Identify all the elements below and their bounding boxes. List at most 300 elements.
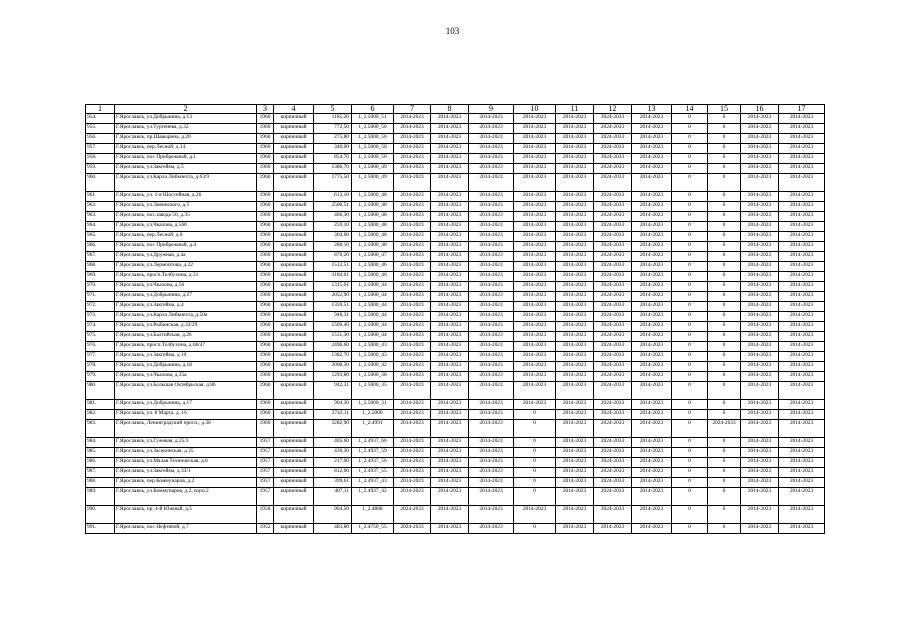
table-cell: 2014-2023 bbox=[779, 242, 825, 252]
table-cell: 2014-2023 bbox=[431, 332, 469, 342]
table-cell: 2014-2023 bbox=[394, 242, 431, 252]
table-cell: 942,31 bbox=[314, 382, 352, 400]
column-header: 10 bbox=[514, 105, 556, 114]
table-row bbox=[86, 242, 825, 252]
table-cell: 0 bbox=[708, 242, 741, 252]
table-cell: 2014-2023 bbox=[556, 212, 594, 222]
table-cell: 2024-2033 bbox=[594, 506, 632, 524]
table-row bbox=[86, 282, 825, 292]
table-cell: 0 bbox=[708, 124, 741, 134]
table-cell: 2014-2023 bbox=[556, 438, 594, 448]
table-cell: 2014-2023 bbox=[556, 144, 594, 154]
table-cell: 2014-2023 bbox=[469, 342, 514, 352]
table-cell: 1_2.5000_44 bbox=[352, 332, 394, 342]
table-cell: 2014-2023 bbox=[514, 134, 556, 144]
table-cell: 2014-2023 bbox=[779, 468, 825, 478]
table-row bbox=[86, 164, 825, 174]
table-cell: 954. bbox=[86, 114, 115, 124]
table-cell: 1_2.5000_43 bbox=[352, 342, 394, 352]
table-row bbox=[86, 488, 825, 506]
table-cell: 1960 bbox=[257, 410, 274, 420]
table-cell: 2024-2033 bbox=[708, 420, 741, 438]
table-cell: кирпичный bbox=[274, 448, 314, 458]
table-cell: 1_2.5000_48 bbox=[352, 192, 394, 202]
table-cell: 2014-2023 bbox=[431, 400, 469, 410]
table-cell: 2024-2033 bbox=[594, 448, 632, 458]
table-cell: кирпичный bbox=[274, 134, 314, 144]
table-cell: 2014-2023 bbox=[556, 312, 594, 322]
table-cell: 2014-2023 bbox=[779, 410, 825, 420]
column-header: 12 bbox=[594, 105, 632, 114]
table-cell: 2014-2023 bbox=[514, 114, 556, 124]
table-cell: 1_2.5000_50 bbox=[352, 134, 394, 144]
table-cell: 2014-2023 bbox=[556, 382, 594, 400]
table-cell: 968. bbox=[86, 262, 115, 272]
table-cell: 2014-2023 bbox=[556, 272, 594, 282]
table-cell: 2014-2023 bbox=[431, 438, 469, 448]
table-cell: 1_2.5000_50 bbox=[352, 144, 394, 154]
table-cell: 2014-2023 bbox=[394, 382, 431, 400]
table-cell: 1382,70 bbox=[314, 352, 352, 362]
table-cell: 0 bbox=[672, 262, 708, 272]
table-cell: 2014-2023 bbox=[741, 232, 779, 242]
table-cell: 2014-2023 bbox=[431, 420, 469, 438]
table-cell: 2014-2023 bbox=[394, 164, 431, 174]
table-cell: 2014-2023 bbox=[556, 124, 594, 134]
table-cell: 2014-2023 bbox=[632, 342, 672, 352]
table-cell: 986. bbox=[86, 458, 115, 468]
table-cell: 2014-2023 bbox=[431, 524, 469, 534]
table-cell: 2014-2023 bbox=[469, 410, 514, 420]
table-cell: 974. bbox=[86, 322, 115, 332]
table-cell: 2014-2023 bbox=[741, 332, 779, 342]
table-cell: 2014-2023 bbox=[632, 134, 672, 144]
table-cell: 0 bbox=[514, 468, 556, 478]
table-cell: 2014-2023 bbox=[431, 134, 469, 144]
table-cell: Г.Ярославль, ул.Дружная, д.4а bbox=[115, 252, 257, 262]
table-cell: 0 bbox=[708, 410, 741, 420]
column-header: 9 bbox=[469, 105, 514, 114]
table-cell: 2024-2033 bbox=[394, 506, 431, 524]
table-cell: 2014-2023 bbox=[394, 322, 431, 332]
table-cell: Г.Ярославль, пос.завода 50, д.35 bbox=[115, 212, 257, 222]
table-cell: 972. bbox=[86, 302, 115, 312]
table-cell: 0 bbox=[672, 342, 708, 352]
table-cell: 2014-2023 bbox=[741, 292, 779, 302]
table-cell: 0 bbox=[672, 232, 708, 242]
table-cell: 1960 bbox=[257, 282, 274, 292]
table-cell: 2014-2023 bbox=[431, 212, 469, 222]
table-cell: 2014-2023 bbox=[632, 372, 672, 382]
table-cell: 1960 bbox=[257, 232, 274, 242]
table-cell: 2014-2023 bbox=[632, 282, 672, 292]
table-cell: 0 bbox=[672, 202, 708, 212]
table-cell: 3282,90 bbox=[314, 420, 352, 438]
column-header: 2 bbox=[115, 105, 257, 114]
table-cell: 2014-2023 bbox=[632, 468, 672, 478]
table-cell: 0 bbox=[672, 302, 708, 312]
table-cell: 991. bbox=[86, 524, 115, 534]
table-cell: 2014-2023 bbox=[469, 400, 514, 410]
table-cell: 2014-2023 bbox=[469, 262, 514, 272]
table-cell: 2014-2023 bbox=[469, 322, 514, 332]
table-cell: 2014-2023 bbox=[632, 438, 672, 448]
table-cell: 2014-2023 bbox=[469, 192, 514, 202]
table-cell: 2014-2023 bbox=[469, 506, 514, 524]
table-cell: 2014-2023 bbox=[394, 202, 431, 212]
table-cell: 0 bbox=[672, 506, 708, 524]
table-cell: 2014-2023 bbox=[469, 292, 514, 302]
table-cell: 2024-2033 bbox=[594, 282, 632, 292]
table-cell: 2024-2033 bbox=[594, 114, 632, 124]
column-header: 15 bbox=[708, 105, 741, 114]
table-cell: 1_2.4937_56 bbox=[352, 458, 394, 468]
table-cell: 0 bbox=[708, 458, 741, 468]
table-cell: 2014-2023 bbox=[779, 458, 825, 468]
table-cell: кирпичный bbox=[274, 232, 314, 242]
table-cell: Г.Ярославль, ул.Закгейма, д.33/1 bbox=[115, 468, 257, 478]
table-cell: 2024-2033 bbox=[594, 262, 632, 272]
table-cell: 2014-2023 bbox=[632, 174, 672, 192]
table-cell: 466,30 bbox=[314, 212, 352, 222]
table-cell: кирпичный bbox=[274, 438, 314, 448]
table-cell: 2014-2023 bbox=[469, 332, 514, 342]
table-cell: 2024-2033 bbox=[594, 400, 632, 410]
header-row bbox=[86, 105, 825, 114]
table-cell: 2014-2023 bbox=[779, 192, 825, 202]
table-cell: 2014-2023 bbox=[469, 448, 514, 458]
table-cell: 2014-2023 bbox=[431, 302, 469, 312]
table-cell: 854,70 bbox=[314, 154, 352, 164]
table-cell: 975. bbox=[86, 332, 115, 342]
table-cell: кирпичный bbox=[274, 322, 314, 332]
table-cell: 2014-2023 bbox=[469, 302, 514, 312]
table-cell: 2496,60 bbox=[314, 342, 352, 352]
table-cell: 966. bbox=[86, 242, 115, 252]
table-cell: 2014-2023 bbox=[779, 362, 825, 372]
table-row bbox=[86, 458, 825, 468]
table-cell: 2024-2033 bbox=[594, 410, 632, 420]
table-cell: 2014-2023 bbox=[779, 252, 825, 262]
table-cell: 436,30 bbox=[314, 448, 352, 458]
table-cell: 1957 bbox=[257, 458, 274, 468]
column-header: 3 bbox=[257, 105, 274, 114]
table-cell: 2014-2023 bbox=[741, 438, 779, 448]
table-row bbox=[86, 302, 825, 312]
table-cell: 2508,51 bbox=[314, 202, 352, 212]
column-header: 8 bbox=[431, 105, 469, 114]
table-cell: 2014-2023 bbox=[431, 458, 469, 468]
table-cell: 976. bbox=[86, 342, 115, 352]
table-cell: 2014-2023 bbox=[514, 124, 556, 134]
table-cell: 0 bbox=[672, 420, 708, 438]
table-cell: 0 bbox=[708, 154, 741, 164]
table-cell: 2014-2023 bbox=[632, 420, 672, 438]
table-cell: 2014-2023 bbox=[779, 292, 825, 302]
table-cell: 0 bbox=[672, 410, 708, 420]
table-cell: 2014-2023 bbox=[779, 488, 825, 506]
table-cell: 982. bbox=[86, 410, 115, 420]
table-cell: кирпичный bbox=[274, 222, 314, 232]
table-cell: 2014-2023 bbox=[741, 262, 779, 272]
table-cell: Г.Ярославль, ул.Закгейма, д.5 bbox=[115, 164, 257, 174]
table-cell: 1960 bbox=[257, 420, 274, 438]
table-cell: 2024-2033 bbox=[594, 468, 632, 478]
table-cell: 2014-2023 bbox=[741, 242, 779, 252]
table-cell: 2014-2023 bbox=[431, 410, 469, 420]
table-row bbox=[86, 124, 825, 134]
table-cell: 2014-2023 bbox=[741, 488, 779, 506]
table-cell: 2014-2023 bbox=[779, 352, 825, 362]
table-row bbox=[86, 410, 825, 420]
table-cell: кирпичный bbox=[274, 488, 314, 506]
table-row bbox=[86, 438, 825, 448]
table-cell: 2014-2023 bbox=[779, 222, 825, 232]
table-cell: кирпичный bbox=[274, 506, 314, 524]
table-cell: кирпичный bbox=[274, 342, 314, 352]
table-cell: 0 bbox=[708, 382, 741, 400]
table-cell: 1960 bbox=[257, 144, 274, 154]
table-cell: кирпичный bbox=[274, 124, 314, 134]
table-cell: 304,60 bbox=[314, 232, 352, 242]
table-cell: 2014-2023 bbox=[779, 448, 825, 458]
table-cell: 2024-2033 bbox=[594, 362, 632, 372]
table-cell: 0 bbox=[672, 114, 708, 124]
table-cell: 2014-2023 bbox=[779, 174, 825, 192]
table-row bbox=[86, 134, 825, 144]
table-cell: 0 bbox=[672, 438, 708, 448]
table-cell: Г.Ярославль, ул. 1-я Шоссейная, д.26 bbox=[115, 192, 257, 202]
table-cell: 0 bbox=[514, 458, 556, 468]
table-cell: 1960 bbox=[257, 272, 274, 282]
table-cell: 989. bbox=[86, 488, 115, 506]
table-cell: 2014-2023 bbox=[514, 362, 556, 372]
table-cell: 1957 bbox=[257, 468, 274, 478]
table-cell: 1_2.4888 bbox=[352, 506, 394, 524]
table-cell: Г.Ярославль, ул.Закгейма, д.10 bbox=[115, 352, 257, 362]
table-cell: 969. bbox=[86, 272, 115, 282]
table-cell: 2014-2023 bbox=[632, 322, 672, 332]
table-cell: 1_2.4937_42 bbox=[352, 488, 394, 506]
table-cell: 2014-2023 bbox=[556, 222, 594, 232]
table-cell: 2014-2023 bbox=[514, 262, 556, 272]
table-cell: 2024-2033 bbox=[394, 524, 431, 534]
table-cell: 1_2.5000_44 bbox=[352, 302, 394, 312]
table-cell: 2014-2023 bbox=[741, 362, 779, 372]
table-row bbox=[86, 272, 825, 282]
table-cell: Г.Ярославль, пер.Лесной, д.8 bbox=[115, 232, 257, 242]
table-cell: 2014-2023 bbox=[431, 478, 469, 488]
table-cell: Г.Ярославль, ул.Чкалова, д.56 bbox=[115, 282, 257, 292]
table-cell: 0 bbox=[708, 144, 741, 154]
table-cell: 0 bbox=[708, 438, 741, 448]
table-cell: 965. bbox=[86, 232, 115, 242]
table-cell: 2014-2023 bbox=[632, 410, 672, 420]
table-cell: 0 bbox=[514, 438, 556, 448]
table-cell: 2024-2033 bbox=[594, 202, 632, 212]
table-cell: 1957 bbox=[257, 488, 274, 506]
table-cell: 985. bbox=[86, 448, 115, 458]
table-cell: 2014-2023 bbox=[394, 400, 431, 410]
table-cell: 2014-2023 bbox=[632, 292, 672, 302]
table-cell: 2014-2023 bbox=[632, 312, 672, 322]
table-cell: 2014-2023 bbox=[741, 372, 779, 382]
table-cell: 483,80 bbox=[314, 524, 352, 534]
table-cell: 2014-2023 bbox=[431, 282, 469, 292]
table-cell: 2014-2023 bbox=[431, 232, 469, 242]
table-cell: 1_2.5000_49 bbox=[352, 164, 394, 174]
table-row bbox=[86, 468, 825, 478]
table-cell: 2014-2023 bbox=[431, 114, 469, 124]
table-cell: 0 bbox=[672, 272, 708, 282]
table-cell: кирпичный bbox=[274, 212, 314, 222]
table-cell: 2014-2023 bbox=[514, 164, 556, 174]
table-cell: 2014-2023 bbox=[632, 478, 672, 488]
column-header: 4 bbox=[274, 105, 314, 114]
table-cell: 0 bbox=[708, 362, 741, 372]
table-cell: 407,11 bbox=[314, 488, 352, 506]
table-cell: 1_2.5000_51 bbox=[352, 114, 394, 124]
table-cell: 2014-2023 bbox=[431, 154, 469, 164]
column-header: 1 bbox=[86, 105, 115, 114]
table-cell: 2014-2023 bbox=[431, 192, 469, 202]
table-row bbox=[86, 506, 825, 524]
table-cell: Г.Ярославль, ул.Добрынина, д.13 bbox=[115, 114, 257, 124]
table-cell: 2014-2023 bbox=[779, 164, 825, 174]
table-row bbox=[86, 292, 825, 302]
table-cell: 0 bbox=[514, 448, 556, 458]
table-cell: 2014-2023 bbox=[394, 468, 431, 478]
table-cell: 2014-2023 bbox=[431, 272, 469, 282]
table-cell: 2014-2023 bbox=[514, 154, 556, 164]
table-cell: 1960 bbox=[257, 124, 274, 134]
table-cell: кирпичный bbox=[274, 410, 314, 420]
table-cell: 2014-2023 bbox=[514, 332, 556, 342]
table-row bbox=[86, 114, 825, 124]
table-cell: 1960 bbox=[257, 362, 274, 372]
table-cell: кирпичный bbox=[274, 262, 314, 272]
table-cell: 2014-2023 bbox=[394, 134, 431, 144]
table-cell: 0 bbox=[708, 302, 741, 312]
table-cell: 1_2.5000_46 bbox=[352, 262, 394, 272]
table-cell: 0 bbox=[672, 400, 708, 410]
table-cell: 2024-2033 bbox=[594, 242, 632, 252]
table-cell: 0 bbox=[672, 174, 708, 192]
table-cell: 2014-2023 bbox=[741, 282, 779, 292]
table-cell: 0 bbox=[708, 134, 741, 144]
table-cell: 1_2.5000_46 bbox=[352, 272, 394, 282]
table-cell: 2014-2023 bbox=[556, 468, 594, 478]
table-cell: 0 bbox=[672, 468, 708, 478]
table-cell: 1_2.5000_31 bbox=[352, 400, 394, 410]
table-cell: 1960 bbox=[257, 192, 274, 202]
table-cell: 0 bbox=[708, 292, 741, 302]
table-cell: 0 bbox=[708, 174, 741, 192]
table-cell: 2014-2023 bbox=[514, 382, 556, 400]
table-cell: 2024-2033 bbox=[594, 342, 632, 352]
table-cell: 979. bbox=[86, 372, 115, 382]
table-cell: 2014-2023 bbox=[469, 202, 514, 212]
table-cell: 1569,40 bbox=[314, 322, 352, 332]
table-cell: 2014-2023 bbox=[556, 322, 594, 332]
table-cell: 0 bbox=[708, 272, 741, 282]
table-cell: 2014-2023 bbox=[514, 282, 556, 292]
table-cell: кирпичный bbox=[274, 192, 314, 202]
page-number: 103 bbox=[445, 26, 460, 36]
table-cell: 2014-2023 bbox=[632, 262, 672, 272]
table-cell: 2014-2023 bbox=[469, 232, 514, 242]
table-cell: 275,80 bbox=[314, 134, 352, 144]
table-cell: кирпичный bbox=[274, 292, 314, 302]
table-cell: 2014-2023 bbox=[594, 524, 632, 534]
table-cell: 2014-2023 bbox=[469, 124, 514, 134]
table-row bbox=[86, 202, 825, 212]
table-cell: 2014-2023 bbox=[514, 506, 556, 524]
table-cell: 971. bbox=[86, 292, 115, 302]
table-cell: 1_2.5000_48 bbox=[352, 232, 394, 242]
table-cell: 990. bbox=[86, 506, 115, 524]
table-cell: 1960 bbox=[257, 164, 274, 174]
table-cell: 2014-2023 bbox=[431, 362, 469, 372]
table-cell: 2014-2023 bbox=[779, 212, 825, 222]
table-cell: 2014-2023 bbox=[431, 382, 469, 400]
table-cell: 2014-2023 bbox=[741, 410, 779, 420]
table-cell: 2014-2023 bbox=[632, 302, 672, 312]
table-cell: 2014-2023 bbox=[741, 124, 779, 134]
table-cell: 2014-2023 bbox=[632, 242, 672, 252]
column-header: 16 bbox=[741, 105, 779, 114]
table-cell: 2014-2023 bbox=[514, 174, 556, 192]
table-cell: 2014-2023 bbox=[469, 458, 514, 468]
table-cell: Г.Ярославль, ул.Лермонтова, д.22 bbox=[115, 262, 257, 272]
table-cell: 2014-2023 bbox=[779, 144, 825, 154]
table-cell: 2014-2023 bbox=[556, 458, 594, 468]
table-cell: 0 bbox=[514, 420, 556, 438]
table-cell: Г.Ярославль, пос Прибрежный, д.1 bbox=[115, 154, 257, 164]
table-cell: 2014-2023 bbox=[514, 232, 556, 242]
table-cell: 948,31 bbox=[314, 312, 352, 322]
table-row bbox=[86, 382, 825, 400]
table-cell: 1960 bbox=[257, 212, 274, 222]
table-cell: 2014-2023 bbox=[779, 232, 825, 242]
table-cell: 2024-2033 bbox=[594, 124, 632, 134]
table-cell: 0 bbox=[708, 352, 741, 362]
table-cell: 2014-2023 bbox=[394, 312, 431, 322]
table-cell: 961. bbox=[86, 192, 115, 202]
table-cell: 1386,70 bbox=[314, 164, 352, 174]
table-cell: 2014-2023 bbox=[431, 322, 469, 332]
table-cell: 1957 bbox=[257, 478, 274, 488]
table-cell: 1359,51 bbox=[314, 302, 352, 312]
table-cell: кирпичный bbox=[274, 524, 314, 534]
table-cell: 0 bbox=[672, 382, 708, 400]
table-cell: 2014-2023 bbox=[431, 164, 469, 174]
table-cell: кирпичный bbox=[274, 362, 314, 372]
table-cell: 0 bbox=[672, 252, 708, 262]
table-cell: 2014-2023 bbox=[431, 222, 469, 232]
table-cell: Г.Ярославль, Ленинградский просп., д.38 bbox=[115, 420, 257, 438]
table-cell: 2014-2023 bbox=[632, 164, 672, 174]
table-row bbox=[86, 362, 825, 372]
table-cell: 1_2.5000_47 bbox=[352, 252, 394, 262]
table-cell: 0 bbox=[708, 202, 741, 212]
table-row bbox=[86, 352, 825, 362]
table-cell: 2014-2023 bbox=[556, 488, 594, 506]
table-cell: 0 bbox=[672, 448, 708, 458]
table-row bbox=[86, 400, 825, 410]
table-cell: 2014-2023 bbox=[779, 524, 825, 534]
table-cell: 2024-2033 bbox=[594, 352, 632, 362]
